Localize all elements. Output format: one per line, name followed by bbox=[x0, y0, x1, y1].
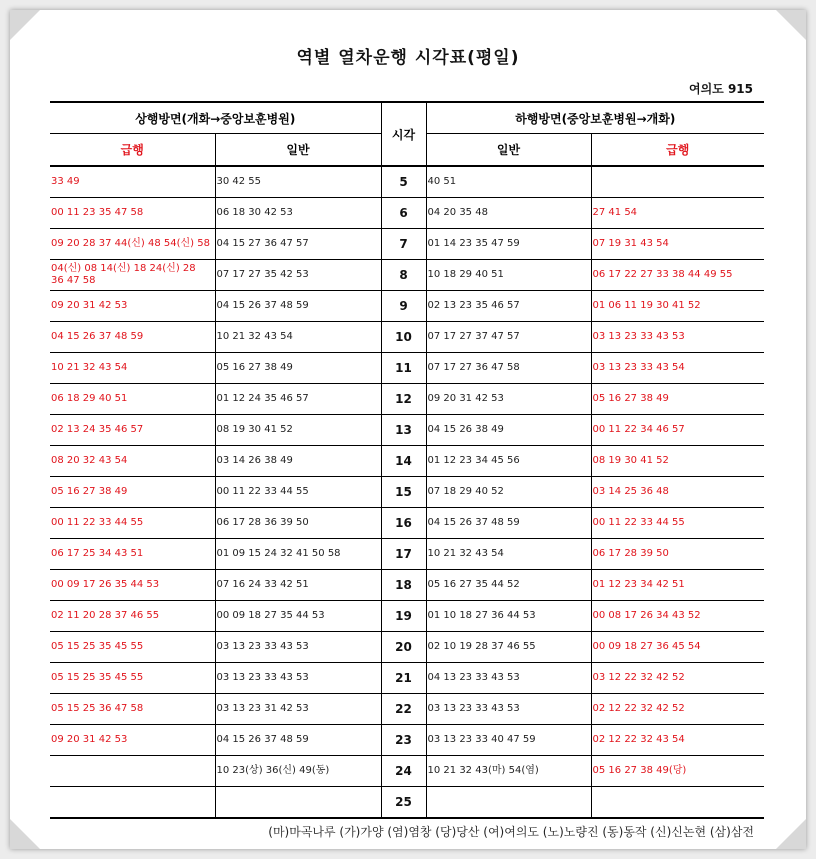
up-direction-header: 상행방면(개화→중앙보훈병원) bbox=[50, 102, 381, 134]
down-local-times: 04 20 35 48 bbox=[426, 198, 591, 229]
station-label: 여의도 915 bbox=[688, 82, 753, 96]
table-row bbox=[50, 198, 764, 229]
down-express-times: 00 11 22 34 46 57 bbox=[591, 415, 764, 446]
up-local-times: 08 19 30 41 52 bbox=[215, 415, 381, 446]
up-local-times: 10 21 32 43 54 bbox=[215, 322, 381, 353]
hour-cell: 13 bbox=[381, 415, 426, 446]
hour-cell: 5 bbox=[381, 166, 426, 198]
page-title: 역별 열차운행 시각표(평일) bbox=[296, 48, 520, 68]
table-row bbox=[50, 384, 764, 415]
hour-cell: 14 bbox=[381, 446, 426, 477]
hour-cell: 11 bbox=[381, 353, 426, 384]
up-local-times: 03 14 26 38 49 bbox=[215, 446, 381, 477]
down-local-times: 40 51 bbox=[426, 166, 591, 198]
up-local-times: 06 18 30 42 53 bbox=[215, 198, 381, 229]
up-local-times: 10 23(상) 36(신) 49(동) bbox=[215, 756, 381, 787]
up-express-times: 04(신) 08 14(신) 18 24(신) 28 36 47 58 bbox=[50, 260, 215, 291]
down-express-times: 03 12 22 32 42 52 bbox=[591, 663, 764, 694]
down-local-times: 03 13 23 33 43 53 bbox=[426, 694, 591, 725]
up-express-times: 00 11 22 33 44 55 bbox=[50, 508, 215, 539]
timetable-page bbox=[10, 10, 806, 849]
up-express-times bbox=[50, 787, 215, 819]
hour-cell: 18 bbox=[381, 570, 426, 601]
table-row bbox=[50, 756, 764, 787]
down-local-times bbox=[426, 787, 591, 819]
up-local-header: 일반 bbox=[215, 134, 381, 167]
down-express-times: 03 14 25 36 48 bbox=[591, 477, 764, 508]
up-express-times: 09 20 31 42 53 bbox=[50, 725, 215, 756]
timetable bbox=[50, 101, 764, 819]
table-row bbox=[50, 229, 764, 260]
down-express-times: 00 11 22 33 44 55 bbox=[591, 508, 764, 539]
down-local-times: 07 17 27 37 47 57 bbox=[426, 322, 591, 353]
up-express-times: 05 16 27 38 49 bbox=[50, 477, 215, 508]
table-row bbox=[50, 787, 764, 819]
down-express-times: 03 13 23 33 43 53 bbox=[591, 322, 764, 353]
down-local-times: 02 13 23 35 46 57 bbox=[426, 291, 591, 322]
up-local-times bbox=[215, 787, 381, 819]
hour-cell: 8 bbox=[381, 260, 426, 291]
down-local-times: 10 21 32 43(마) 54(염) bbox=[426, 756, 591, 787]
down-local-times: 01 14 23 35 47 59 bbox=[426, 229, 591, 260]
up-express-times: 02 13 24 35 46 57 bbox=[50, 415, 215, 446]
up-express-times: 08 20 32 43 54 bbox=[50, 446, 215, 477]
hour-cell: 12 bbox=[381, 384, 426, 415]
up-local-times: 04 15 26 37 48 59 bbox=[215, 725, 381, 756]
hour-cell: 15 bbox=[381, 477, 426, 508]
up-express-times bbox=[50, 756, 215, 787]
table-row bbox=[50, 570, 764, 601]
up-local-times: 07 17 27 35 42 53 bbox=[215, 260, 381, 291]
up-local-times: 05 16 27 38 49 bbox=[215, 353, 381, 384]
down-express-times: 00 09 18 27 36 45 54 bbox=[591, 632, 764, 663]
table-row bbox=[50, 663, 764, 694]
hour-cell: 23 bbox=[381, 725, 426, 756]
down-express-times bbox=[591, 787, 764, 819]
up-express-times: 04 15 26 37 48 59 bbox=[50, 322, 215, 353]
up-express-times: 09 20 31 42 53 bbox=[50, 291, 215, 322]
hour-cell: 7 bbox=[381, 229, 426, 260]
up-local-times: 07 16 24 33 42 51 bbox=[215, 570, 381, 601]
hour-cell: 22 bbox=[381, 694, 426, 725]
hour-cell: 19 bbox=[381, 601, 426, 632]
down-express-times: 06 17 28 39 50 bbox=[591, 539, 764, 570]
hour-cell: 10 bbox=[381, 322, 426, 353]
up-express-header: 급행 bbox=[50, 134, 215, 167]
down-local-times: 10 18 29 40 51 bbox=[426, 260, 591, 291]
up-local-times: 04 15 27 36 47 57 bbox=[215, 229, 381, 260]
down-local-times: 03 13 23 33 40 47 59 bbox=[426, 725, 591, 756]
down-local-times: 04 15 26 37 48 59 bbox=[426, 508, 591, 539]
hour-column-header: 시각 bbox=[381, 102, 426, 166]
down-express-times: 01 06 11 19 30 41 52 bbox=[591, 291, 764, 322]
table-row bbox=[50, 353, 764, 384]
up-express-times: 10 21 32 43 54 bbox=[50, 353, 215, 384]
table-row bbox=[50, 477, 764, 508]
down-local-times: 04 15 26 38 49 bbox=[426, 415, 591, 446]
up-local-times: 03 13 23 31 42 53 bbox=[215, 694, 381, 725]
down-local-times: 01 12 23 34 45 56 bbox=[426, 446, 591, 477]
up-express-times: 06 17 25 34 43 51 bbox=[50, 539, 215, 570]
up-local-times: 03 13 23 33 43 53 bbox=[215, 663, 381, 694]
down-local-times: 09 20 31 42 53 bbox=[426, 384, 591, 415]
table-row bbox=[50, 446, 764, 477]
table-row bbox=[50, 694, 764, 725]
hour-cell: 21 bbox=[381, 663, 426, 694]
down-direction-header: 하행방면(중앙보훈병원→개화) bbox=[426, 102, 764, 134]
down-local-times: 04 13 23 33 43 53 bbox=[426, 663, 591, 694]
down-express-times: 05 16 27 38 49 bbox=[591, 384, 764, 415]
down-express-times: 05 16 27 38 49(당) bbox=[591, 756, 764, 787]
up-local-times: 06 17 28 36 39 50 bbox=[215, 508, 381, 539]
table-row bbox=[50, 725, 764, 756]
table-row bbox=[50, 260, 764, 291]
down-express-times: 00 08 17 26 34 43 52 bbox=[591, 601, 764, 632]
up-express-times: 00 09 17 26 35 44 53 bbox=[50, 570, 215, 601]
up-local-times: 30 42 55 bbox=[215, 166, 381, 198]
down-express-times: 07 19 31 43 54 bbox=[591, 229, 764, 260]
up-express-times: 05 15 25 36 47 58 bbox=[50, 694, 215, 725]
down-local-times: 01 10 18 27 36 44 53 bbox=[426, 601, 591, 632]
up-local-times: 00 11 22 33 44 55 bbox=[215, 477, 381, 508]
up-local-times: 01 09 15 24 32 41 50 58 bbox=[215, 539, 381, 570]
table-row bbox=[50, 166, 764, 198]
down-local-times: 05 16 27 35 44 52 bbox=[426, 570, 591, 601]
up-local-times: 03 13 23 33 43 53 bbox=[215, 632, 381, 663]
page-curl-bottom-right bbox=[776, 819, 806, 849]
table-row bbox=[50, 539, 764, 570]
hour-cell: 17 bbox=[381, 539, 426, 570]
up-express-times: 00 11 23 35 47 58 bbox=[50, 198, 215, 229]
table-row bbox=[50, 291, 764, 322]
up-express-times: 05 15 25 35 45 55 bbox=[50, 663, 215, 694]
station-abbreviation-legend: (마)마곡나루 (가)가양 (염)염창 (당)당산 (여)여의도 (노)노량진 (동)동작 (신)신논현 (삼)삼전 bbox=[268, 825, 754, 839]
hour-cell: 20 bbox=[381, 632, 426, 663]
page-curl-bottom-left bbox=[10, 819, 40, 849]
table-row bbox=[50, 508, 764, 539]
up-express-times: 05 15 25 35 45 55 bbox=[50, 632, 215, 663]
down-express-times: 02 12 22 32 43 54 bbox=[591, 725, 764, 756]
hour-cell: 25 bbox=[381, 787, 426, 819]
down-express-times: 27 41 54 bbox=[591, 198, 764, 229]
page-curl-top-left bbox=[10, 10, 40, 40]
page-curl-top-right bbox=[776, 10, 806, 40]
up-express-times: 33 49 bbox=[50, 166, 215, 198]
up-express-times: 02 11 20 28 37 46 55 bbox=[50, 601, 215, 632]
up-local-times: 00 09 18 27 35 44 53 bbox=[215, 601, 381, 632]
down-express-times bbox=[591, 166, 764, 198]
hour-cell: 24 bbox=[381, 756, 426, 787]
table-row bbox=[50, 632, 764, 663]
up-express-times: 09 20 28 37 44(신) 48 54(신) 58 bbox=[50, 229, 215, 260]
down-local-times: 07 17 27 36 47 58 bbox=[426, 353, 591, 384]
up-express-times: 06 18 29 40 51 bbox=[50, 384, 215, 415]
down-express-times: 06 17 22 27 33 38 44 49 55 bbox=[591, 260, 764, 291]
down-express-times: 02 12 22 32 42 52 bbox=[591, 694, 764, 725]
down-local-times: 02 10 19 28 37 46 55 bbox=[426, 632, 591, 663]
down-local-header: 일반 bbox=[426, 134, 591, 167]
down-local-times: 07 18 29 40 52 bbox=[426, 477, 591, 508]
down-express-times: 03 13 23 33 43 54 bbox=[591, 353, 764, 384]
table-row bbox=[50, 601, 764, 632]
hour-cell: 9 bbox=[381, 291, 426, 322]
down-local-times: 10 21 32 43 54 bbox=[426, 539, 591, 570]
table-row bbox=[50, 322, 764, 353]
down-express-times: 08 19 30 41 52 bbox=[591, 446, 764, 477]
up-local-times: 01 12 24 35 46 57 bbox=[215, 384, 381, 415]
hour-cell: 6 bbox=[381, 198, 426, 229]
table-row bbox=[50, 415, 764, 446]
down-express-header: 급행 bbox=[591, 134, 764, 167]
down-express-times: 01 12 23 34 42 51 bbox=[591, 570, 764, 601]
hour-cell: 16 bbox=[381, 508, 426, 539]
up-local-times: 04 15 26 37 48 59 bbox=[215, 291, 381, 322]
